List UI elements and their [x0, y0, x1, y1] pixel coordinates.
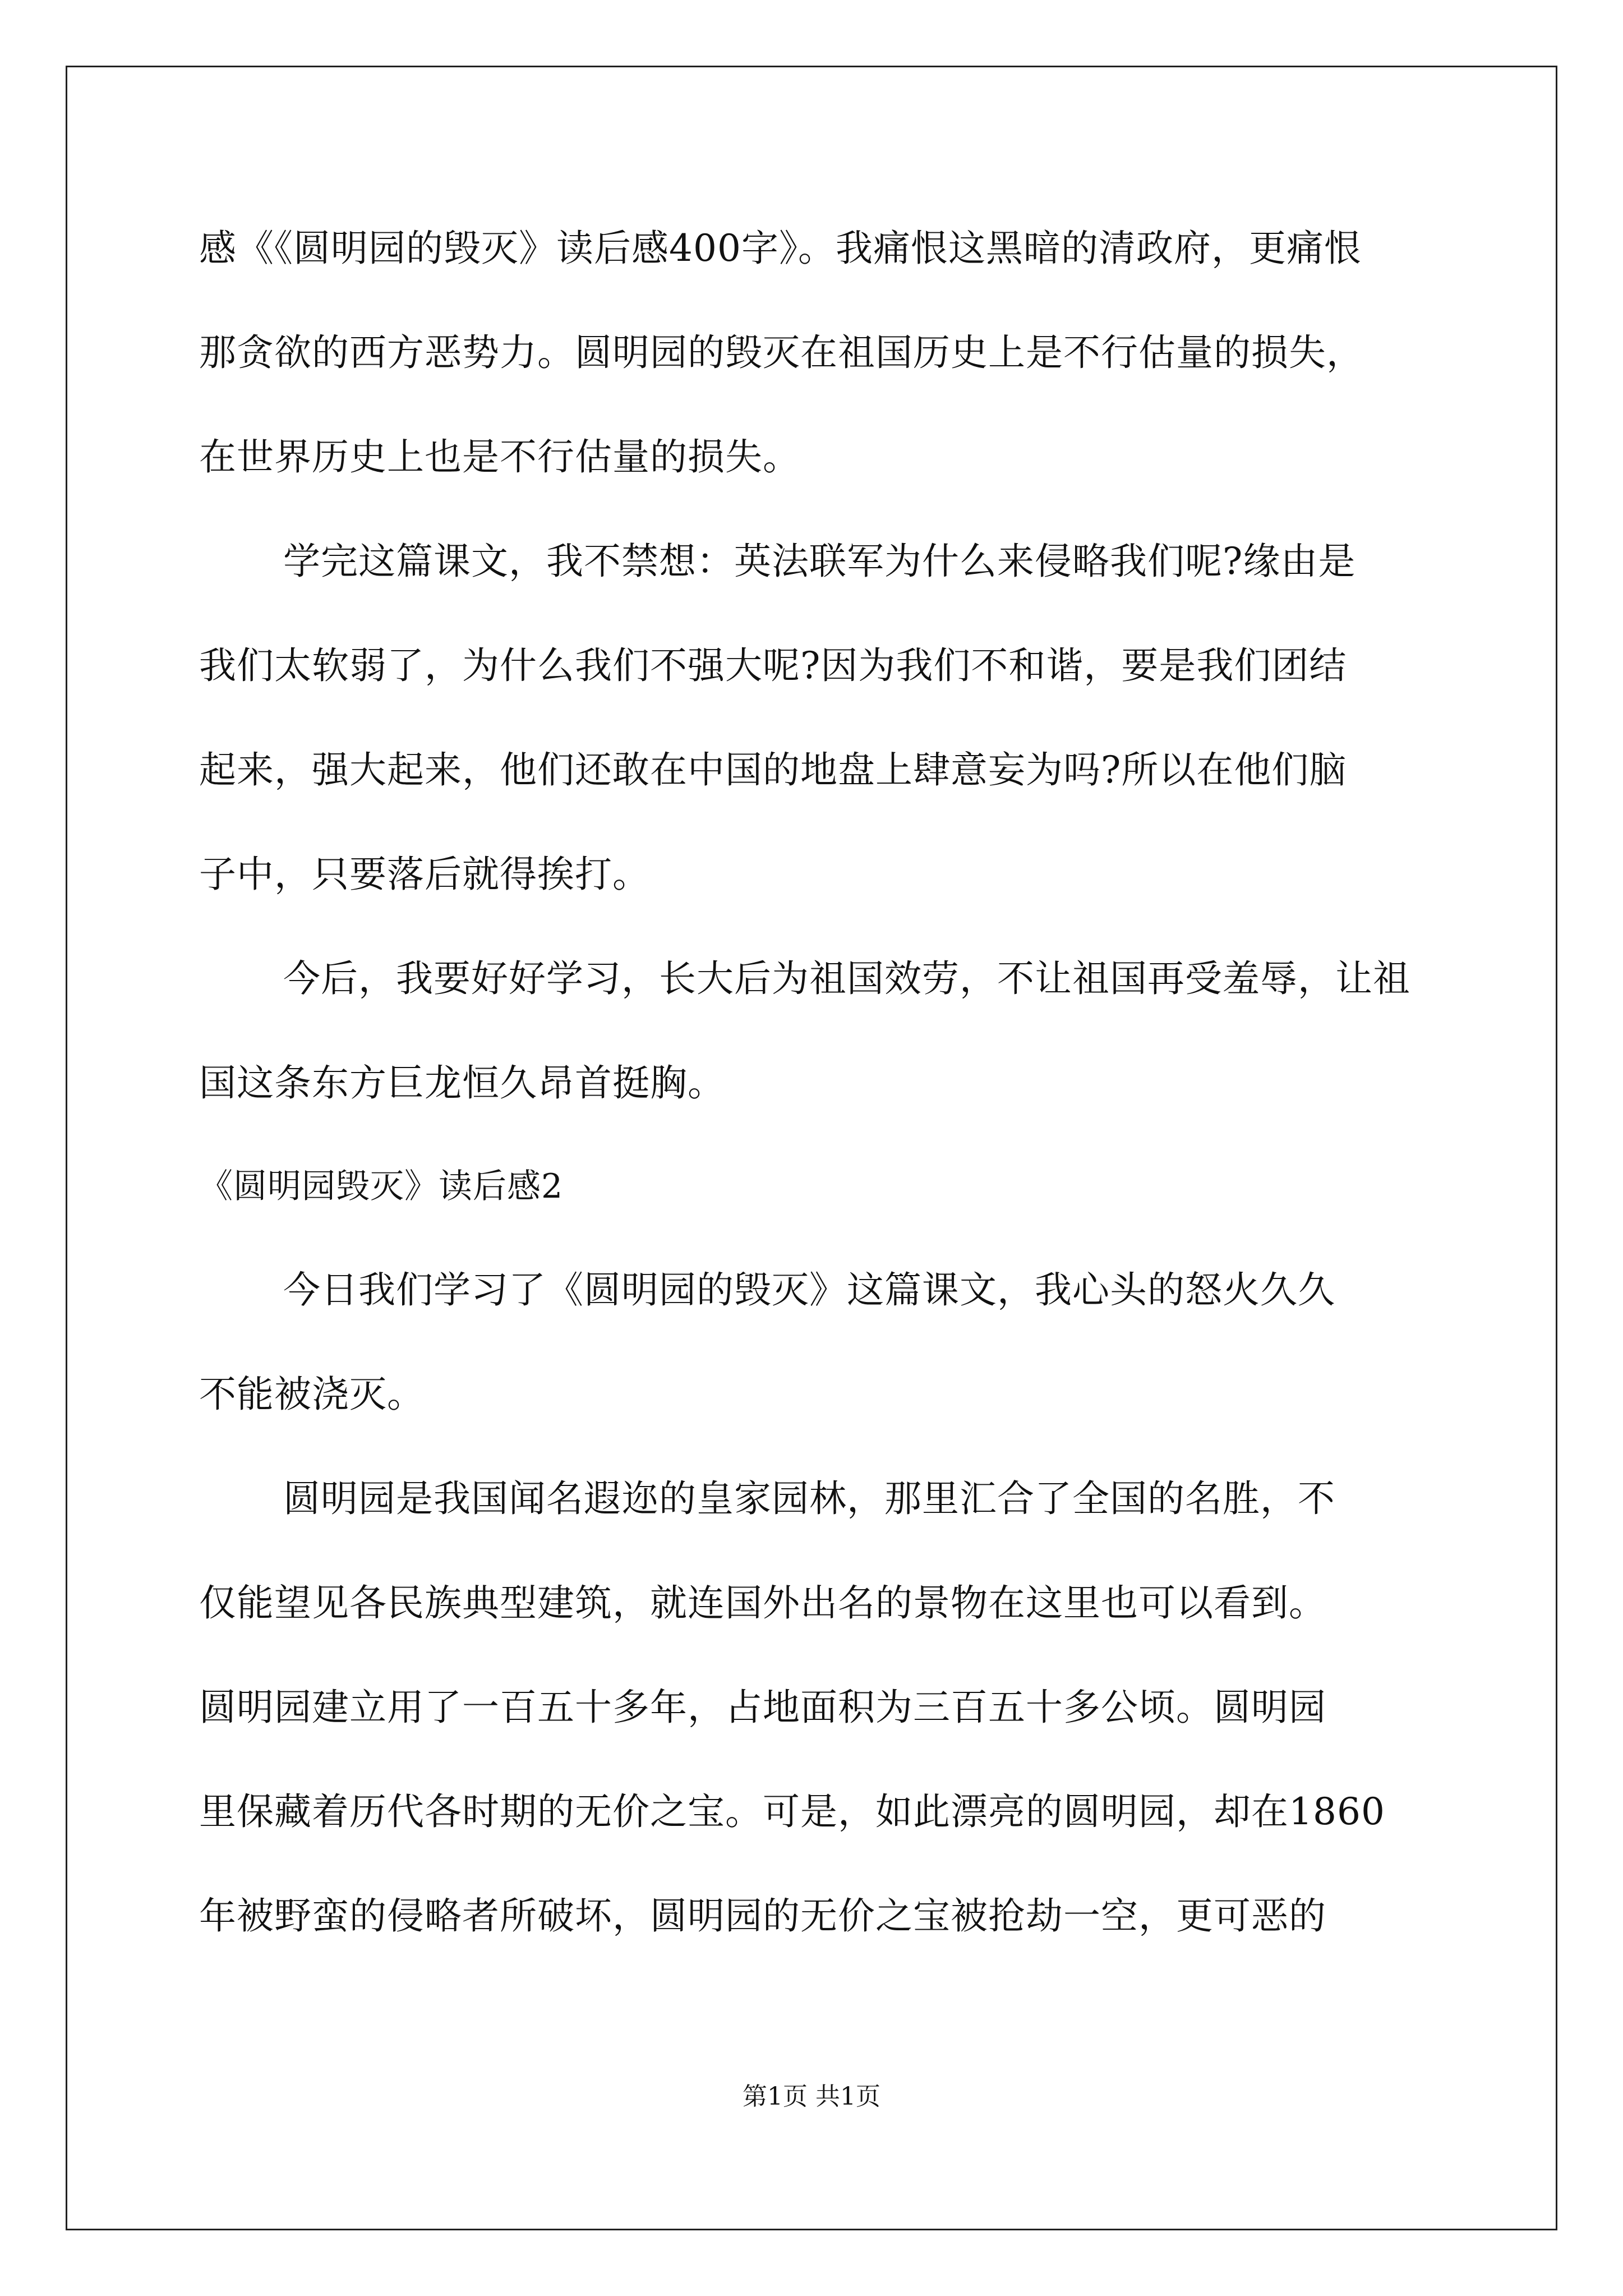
text-line: 感《《圆明园的毁灭》读后感400字》。我痛恨这黑暗的清政府，更痛恨: [199, 227, 1362, 270]
text-line: 我们太软弱了，为什么我们不强大呢?因为我们不和谐，要是我们团结: [199, 644, 1347, 687]
text-line: 子中，只要落后就得挨打。: [199, 853, 650, 896]
page-number-footer: 第1页 共1页: [743, 2082, 880, 2111]
text-line: 里保藏着历代各时期的无价之宝。可是，如此漂亮的圆明园，却在1860: [199, 1790, 1385, 1833]
paragraph-first-line: 学完这篇课文，我不禁想：英法联军为什么来侵略我们呢?缘由是: [283, 540, 1356, 583]
text-line: 在世界历史上也是不行估量的损失。: [199, 435, 800, 478]
text-line: 不能被浇灭。: [199, 1373, 425, 1416]
section-heading: 《圆明园毁灭》读后感2: [199, 1167, 564, 1206]
text-line: 年被野蛮的侵略者所破坏，圆明园的无价之宝被抢劫一空，更可恶的: [199, 1894, 1326, 1938]
text-line: 圆明园建立用了一百五十多年，占地面积为三百五十多公顷。圆明园: [199, 1686, 1326, 1729]
text-line: 仅能望见各民族典型建筑，就连国外出名的景物在这里也可以看到。: [199, 1581, 1326, 1625]
paragraph-first-line: 今后，我要好好学习，长大后为祖国效劳，不让祖国再受羞辱，让祖: [283, 957, 1410, 1000]
text-line: 国这条东方巨龙恒久昂首挺胸。: [199, 1061, 725, 1105]
text-line: 那贪欲的西方恶势力。圆明园的毁灭在祖国历史上是不行估量的损失，: [199, 331, 1364, 374]
paragraph-first-line: 圆明园是我国闻名遐迩的皇家园林，那里汇合了全国的名胜，不: [283, 1477, 1335, 1520]
text-line: 起来，强大起来，他们还敢在中国的地盘上肆意妄为吗?所以在他们脑: [199, 748, 1347, 792]
paragraph-first-line: 今日我们学习了《圆明园的毁灭》这篇课文，我心头的怒火久久: [283, 1268, 1335, 1312]
